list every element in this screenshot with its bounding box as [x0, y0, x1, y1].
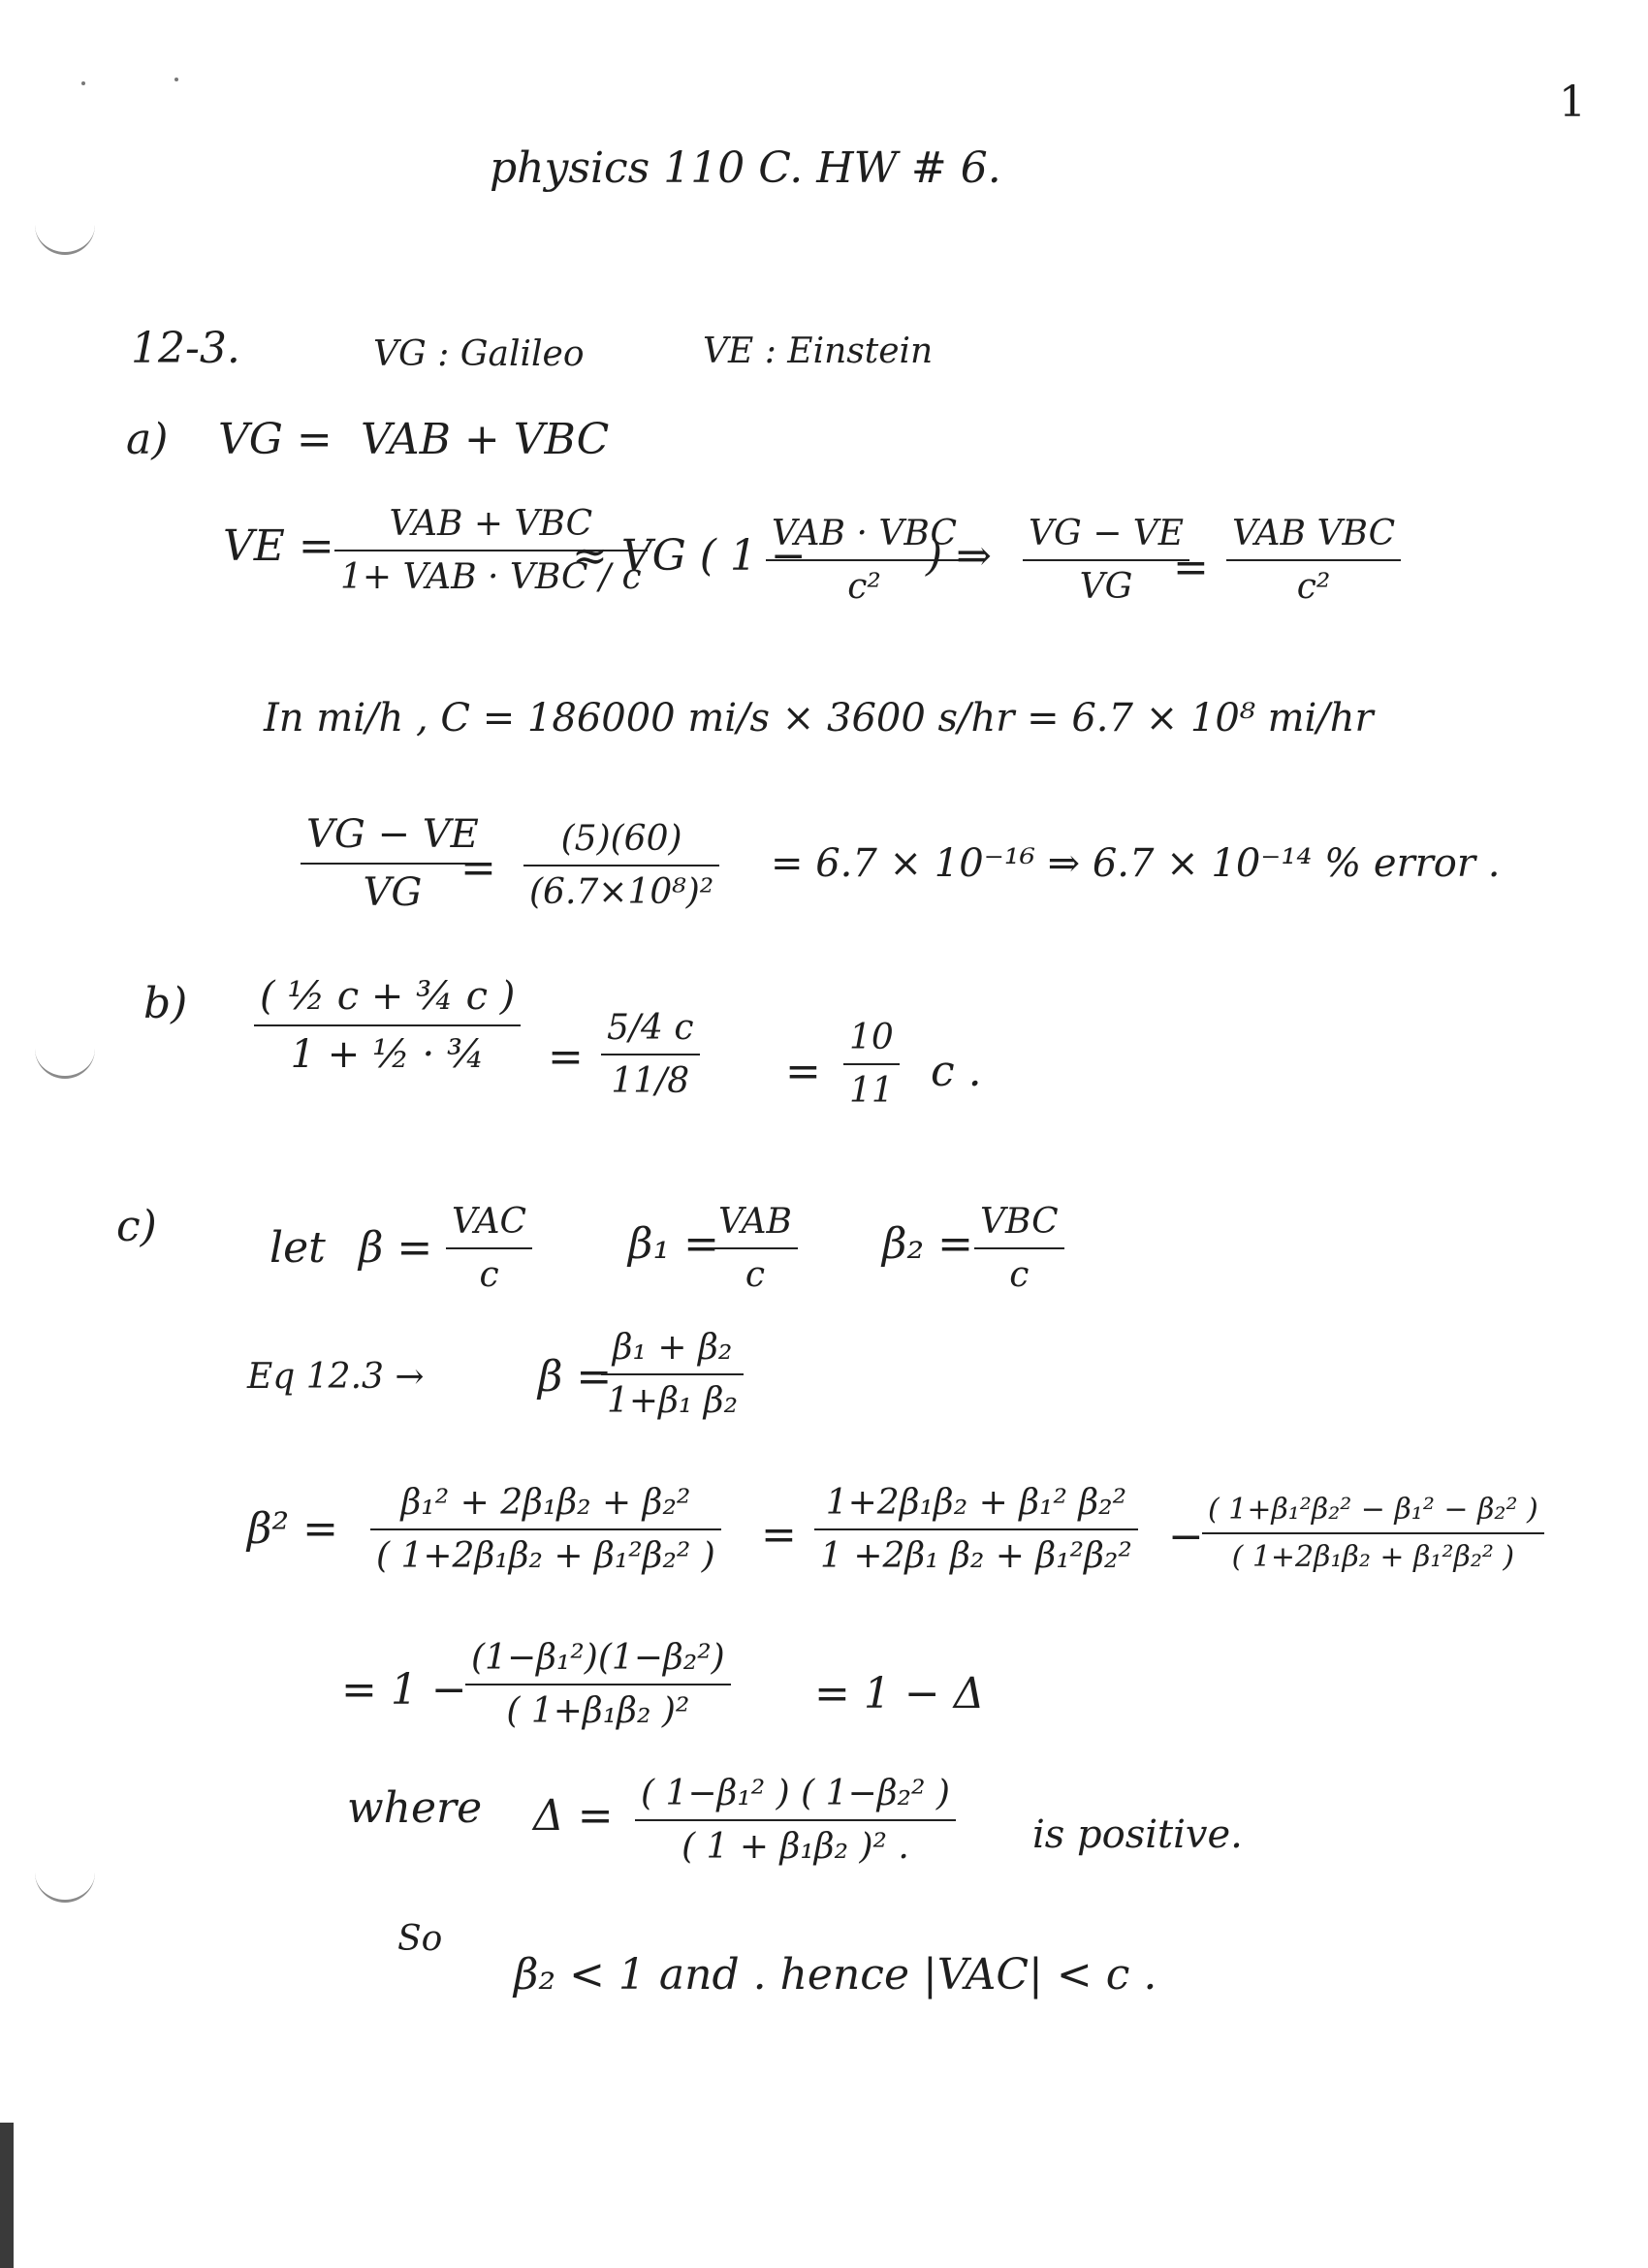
- equals-sign: =: [761, 1510, 797, 1559]
- fraction-bar: [601, 1373, 744, 1375]
- approx-close: ) ⇒: [926, 531, 993, 581]
- line-lhs: = 1 −: [341, 1665, 467, 1715]
- eq-lhs: β =: [538, 1352, 613, 1402]
- line-denominator: ( 1+β₁β₂ )²: [506, 1691, 690, 1731]
- part-b-result-tail: c .: [931, 1047, 982, 1096]
- beta-fraction: [446, 1202, 532, 1295]
- scan-edge-shadow: [0, 2123, 14, 2268]
- sq3-numerator: ( 1+β₁²β₂² − β₁² − β₂² ): [1208, 1493, 1538, 1527]
- fraction-bar: [814, 1528, 1138, 1530]
- beta1-fraction: [713, 1202, 798, 1295]
- equals-sign: =: [785, 1047, 821, 1096]
- equals-sign: =: [548, 1032, 584, 1082]
- vg-rhs: VAB + VBC: [361, 415, 610, 464]
- part-b-mid-denominator: 11/8: [611, 1061, 690, 1101]
- fraction-bar: [1023, 559, 1189, 561]
- sq2-fraction: [814, 1483, 1138, 1576]
- delta-numerator: ( 1−β₁² ) ( 1−β₂² ): [641, 1774, 950, 1813]
- beta-def: β =: [359, 1223, 433, 1273]
- let-word: let: [269, 1223, 326, 1273]
- ratio-fraction: [1023, 514, 1189, 607]
- beta-numerator: VAC: [452, 1202, 527, 1242]
- fraction-bar: [974, 1247, 1064, 1249]
- conclusion: β₂ < 1 and . hence |VAC| < c .: [514, 1950, 1157, 2000]
- err-fraction: [523, 819, 719, 912]
- sq-lhs: β² =: [247, 1504, 338, 1554]
- where-word: where: [347, 1783, 483, 1833]
- part-b-result-numerator: 10: [849, 1018, 894, 1057]
- eq-denominator: 1+β₁ β₂: [607, 1381, 738, 1421]
- beta2-denominator: c: [1009, 1255, 1030, 1295]
- so-word: So: [397, 1919, 443, 1959]
- fraction-bar: [301, 863, 485, 865]
- part-b-numerator: ( ½ c + ¾ c ): [260, 974, 516, 1019]
- part-b-mid-numerator: 5/4 c: [607, 1008, 694, 1048]
- scan-speck: [81, 81, 85, 85]
- binder-hole-mark: [35, 1867, 95, 1903]
- positive-note: is positive.: [1032, 1812, 1243, 1857]
- eq-fraction: [601, 1328, 744, 1421]
- problem-number: 12-3.: [131, 324, 240, 373]
- beta1-denominator: c: [745, 1255, 766, 1295]
- fraction-bar: [1226, 559, 1401, 561]
- beta-denominator: c: [479, 1255, 499, 1295]
- err-lhs-fraction: [301, 812, 485, 915]
- ratio2-numerator: VAB VBC: [1232, 514, 1396, 553]
- err-denominator: (6.7×10⁸)²: [529, 872, 714, 912]
- eq-reference: Eq 12.3 →: [247, 1357, 425, 1397]
- line-tail: = 1 − Δ: [814, 1669, 985, 1718]
- sq3-fraction: [1202, 1493, 1544, 1574]
- part-c-label: c): [116, 1202, 157, 1251]
- delta-denominator: ( 1 + β₁β₂ )² .: [681, 1827, 909, 1867]
- approx-denominator: c²: [847, 567, 881, 607]
- part-a-label: a): [126, 415, 169, 464]
- ratio2-fraction: [1226, 514, 1401, 607]
- err-lhs-denominator: VG: [363, 870, 423, 915]
- fraction-bar: [465, 1684, 731, 1685]
- equals-sign: =: [460, 843, 496, 893]
- part-b-result-fraction: [843, 1018, 900, 1111]
- beta2-def: β₂ =: [882, 1219, 973, 1269]
- err-lhs-numerator: VG − VE: [306, 812, 479, 857]
- beta1-numerator: VAB: [718, 1202, 793, 1242]
- ratio-numerator: VG − VE: [1029, 514, 1185, 553]
- delta-lhs: Δ =: [533, 1791, 614, 1841]
- binder-hole-mark: [35, 219, 95, 255]
- eq-numerator: β₁ + β₂: [612, 1328, 733, 1368]
- part-b-result-denominator: 11: [849, 1071, 894, 1111]
- fraction-bar: [843, 1063, 900, 1065]
- fraction-bar: [370, 1528, 721, 1530]
- def-galileo: VG : Galileo: [373, 334, 585, 374]
- sq-fraction: [370, 1483, 721, 1576]
- beta1-def: β₁ =: [628, 1219, 719, 1269]
- equals-sign: =: [1173, 543, 1209, 592]
- part-b-mid-fraction: [601, 1008, 700, 1101]
- sq2-numerator: 1+2β₁β₂ + β₁² β₂²: [825, 1483, 1127, 1523]
- units-line: In mi/h , C = 186000 mi/s × 3600 s/hr = 6.7 × 10⁸ mi/hr: [264, 696, 1374, 740]
- vg-lhs: VG =: [218, 415, 333, 464]
- approx-expression: ≈ VG ( 1 −: [572, 531, 807, 581]
- beta2-numerator: VBC: [980, 1202, 1059, 1242]
- scan-speck: [174, 78, 178, 81]
- beta2-fraction: [974, 1202, 1064, 1295]
- ve-lhs: VE =: [223, 521, 334, 571]
- part-b-denominator: 1 + ½ · ¾: [290, 1032, 485, 1077]
- err-numerator: (5)(60): [560, 819, 682, 859]
- fraction-bar: [523, 865, 719, 866]
- def-einstein: VE : Einstein: [703, 331, 934, 371]
- minus-sign: −: [1168, 1512, 1204, 1561]
- ve-numerator: VAB + VBC: [389, 504, 593, 544]
- ratio2-denominator: c²: [1296, 567, 1331, 607]
- delta-fraction: [635, 1774, 956, 1867]
- sq2-denominator: 1 +2β₁ β₂ + β₁²β₂²: [820, 1536, 1132, 1576]
- fraction-bar: [254, 1024, 521, 1026]
- page-title: physics 110 C. HW # 6.: [490, 143, 1001, 193]
- sq3-denominator: ( 1+2β₁β₂ + β₁²β₂² ): [1231, 1540, 1515, 1574]
- line-numerator: (1−β₁²)(1−β₂²): [471, 1638, 725, 1678]
- fraction-bar: [713, 1247, 798, 1249]
- page-number: 1: [1559, 78, 1586, 127]
- part-b-fraction: [254, 974, 521, 1077]
- ratio-denominator: VG: [1079, 567, 1133, 607]
- part-b-label: b): [143, 979, 188, 1028]
- fraction-bar: [1202, 1532, 1544, 1534]
- binder-hole-mark: [35, 1043, 95, 1079]
- sq-denominator: ( 1+2β₁β₂ + β₁²β₂² ): [376, 1536, 715, 1576]
- sq-numerator: β₁² + 2β₁β₂ + β₂²: [400, 1483, 691, 1523]
- fraction-bar: [635, 1819, 956, 1821]
- error-result: = 6.7 × 10⁻¹⁶ ⇒ 6.7 × 10⁻¹⁴ % error .: [771, 841, 1501, 886]
- line-fraction: [465, 1638, 731, 1731]
- ve-denominator: 1+ VAB · VBC / c: [340, 557, 642, 597]
- fraction-bar: [601, 1054, 700, 1055]
- fraction-bar: [446, 1247, 532, 1249]
- approx-numerator: VAB · VBC: [772, 514, 958, 553]
